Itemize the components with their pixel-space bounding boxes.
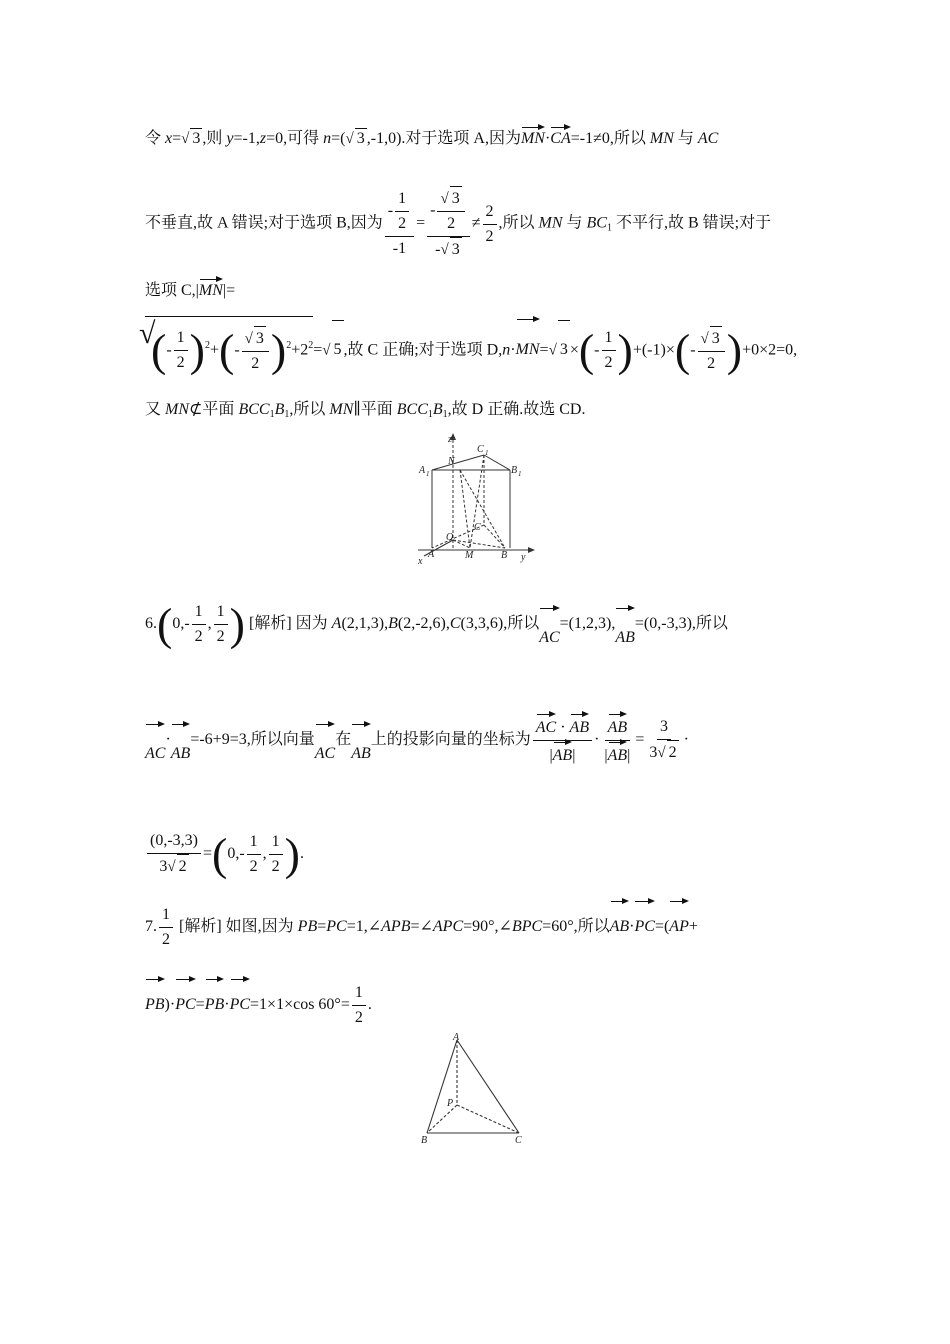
line-8: $\frac{(0,-3,3)}{3√ 2}$ =(0,- $\frac{1}{2}$ , $\frac{1}{2}$ ).: [145, 826, 304, 882]
svg-text:B: B: [511, 465, 518, 476]
fraction-neg-half-over-neg1: - $\frac{1}{2}$ -1: [385, 187, 414, 261]
svg-text:B: B: [501, 550, 508, 561]
svg-text:B: B: [421, 1135, 428, 1146]
label-z: z: [448, 434, 452, 445]
svg-text:A: A: [419, 465, 426, 476]
svg-text:1: 1: [426, 470, 430, 478]
svg-text:C: C: [515, 1135, 522, 1146]
svg-text:y: y: [521, 552, 526, 563]
vector-ca: CA: [550, 126, 570, 149]
svg-text:1: 1: [485, 449, 489, 457]
svg-text:M: M: [465, 550, 474, 561]
line-3: 选项 C,|MN|=: [145, 278, 235, 301]
svg-text:C: C: [474, 522, 481, 533]
line-5: 又 MN⊄平面 $BCC_1B_1$,所以 MN∥平面 $BCC_1B_1$,故 D 正确.故选 CD.: [145, 401, 586, 420]
svg-text:P: P: [447, 1098, 454, 1109]
fraction-sqrt3: - $\frac{√ 3}{2}$ -√ 3: [427, 186, 470, 262]
edge-a1-c1: [432, 455, 484, 470]
svg-text:x: x: [418, 556, 423, 567]
edge-c1-b1: [484, 455, 510, 470]
line-1: 令 x=√ 3 ,则 y=-1,z=0,可得 n=(√ 3 ,-1,0).对于选项 A,因为MN·CA=-1≠0,所以 MN 与 AC: [145, 126, 718, 149]
svg-text:1: 1: [518, 470, 522, 478]
vector-mn: MN: [521, 126, 545, 149]
svg-text:O: O: [446, 532, 454, 543]
line-4: √ (- $\frac{1}{2}$ )$^2$+(- $\frac{√ 3}{2}$ )$^2+2^2=√$ 5 ,故 C 正确;对于选项 D,n·MN=√ 3 ×(- $\frac{1}{2}$ )+(-1)×(- $\frac{√ 3}{2}$ )+0×2=0,: [145, 316, 797, 374]
svg-text:A: A: [428, 549, 435, 560]
line-10: PB)·PC=PB·PC=1×1×cos 60°= $\frac{1}{2}$ .: [145, 978, 372, 1026]
line-9: 7. $\frac{1}{2}$ [解析] 如图,因为 PB=PC=1,∠APB=∠APC=90°,∠BPC=60°,所以AB·PC=(AP+: [145, 900, 698, 948]
line-7: AC·AB=-6+9=3,所以向量AC在AB上的投影向量的坐标为 $\frac{AC \cdot AB}{|AB|}$ · $\frac{AB}{|AB|}$ = $\frac{3}{3√ 2}$ ·: [145, 712, 689, 768]
svg-text:N: N: [448, 456, 455, 467]
svg-text:A: A: [453, 1032, 460, 1043]
edge-ac: [457, 1040, 519, 1133]
svg-text:C: C: [477, 444, 484, 455]
line-6: 6.(0,- $\frac{1}{2}$ , $\frac{1}{2}$ ) [解析] 因为 A(2,1,3),B(2,-2,6),C(3,3,6),所以AC=(1,2,3),AB=(0,-3,3),所以: [145, 596, 728, 652]
line-2: 不垂直,故 A 错误;对于选项 B,因为 - $\frac{1}{2}$ -1 = - $\frac{√ 3}{2}$ -√ 3 ≠ $\frac{2}{2}$ ,所以 MN 与 $BC_1$ 不平行,故 B 错误;对于: [145, 186, 771, 258]
prism-figure: [410, 430, 545, 570]
tetrahedron-figure: [415, 1030, 530, 1150]
